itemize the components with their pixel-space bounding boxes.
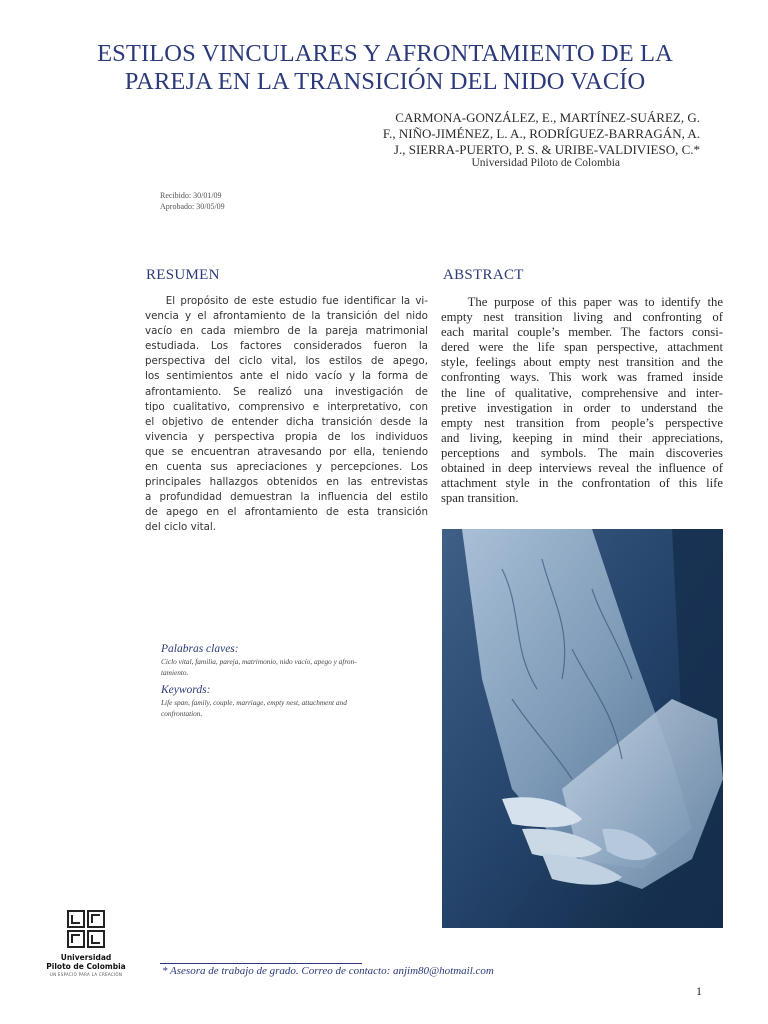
- resumen-line: perspectiva del ciclo vital, los estilos de apego,: [145, 355, 428, 368]
- keywords-en-label: Keywords:: [161, 684, 211, 696]
- authors-line-1: CARMONA-GONZÁLEZ, E., MARTÍNEZ-SUÁREZ, G.: [395, 110, 700, 125]
- abstract-line: dered were the life span perspective, attachment: [441, 340, 723, 355]
- abstract-line: the line of qualitative, comprehensive and inter-: [441, 385, 723, 400]
- resumen-line: tipo cualitativo, comprensivo e interpretativo, con: [145, 400, 428, 413]
- approved-date: Aprobado: 30/05/09: [160, 202, 225, 211]
- keywords-es-line-2: tamiento.: [161, 667, 189, 677]
- abstract-heading: ABSTRACT: [443, 267, 524, 283]
- abstract-line: each marital couple’s member. The factors consi-: [441, 325, 723, 340]
- logo-name-line-1: Universidad: [60, 953, 112, 962]
- abstract-line: obtained in deep interviews reveal the influence of: [441, 461, 723, 476]
- abstract-line: and living, keeping in mind their appreciations,: [441, 430, 723, 445]
- resumen-line: de apego en el afrontamiento de esta transición: [145, 506, 428, 519]
- abstract-line: span transition.: [441, 491, 519, 506]
- resumen-line: afrontamiento. Se realizó una investigación de: [145, 385, 428, 398]
- resumen-line: El propósito de este estudio fue identificar la vi-: [145, 295, 428, 307]
- submission-dates: [160, 190, 225, 212]
- resumen-line: los sentimientos ante el nido vacío y la forma de: [145, 370, 428, 383]
- resumen-line: vivencia y perspectiva propia de los individuos: [145, 430, 428, 443]
- keywords-es-text: [161, 657, 386, 678]
- resumen-text: [145, 294, 428, 536]
- abstract-line: empty nest transition from people’s perspective: [441, 415, 723, 430]
- keywords-en-line-1: Life span, family, couple, marriage, empty nest, attachment and: [161, 698, 347, 707]
- resumen-line: del ciclo vital.: [145, 521, 217, 534]
- logo-name-line-2: Piloto de Colombia: [46, 962, 126, 971]
- keywords-es-label: Palabras claves:: [161, 643, 239, 655]
- footnote-rule: [160, 963, 362, 964]
- footnote: * Asesora de trabajo de grado. Correo de contacto: anjim80@hotmail.com: [162, 965, 494, 977]
- abstract-line: pretive investigation in order to understand the: [441, 400, 723, 415]
- resumen-line: vencia y el afrontamiento de la transición del nido: [145, 310, 428, 323]
- title-line-2: PAREJA EN LA TRANSICIÓN DEL NIDO VACÍO: [124, 68, 646, 95]
- logo-name: [46, 953, 126, 971]
- abstract-line: confronting ways. This work was framed inside: [441, 370, 723, 385]
- resumen-line: que se encuentran atravesando por ella, teniendo: [145, 445, 428, 458]
- title-line-1: ESTILOS VINCULARES Y AFRONTAMIENTO DE LA: [97, 40, 673, 67]
- abstract-line: empty nest transition living and confronting of: [441, 310, 723, 325]
- keywords-es-line-1: Ciclo vital, familia, pareja, matrimonio, nido vacío, apego y afron-: [161, 657, 357, 666]
- page-number: 1: [696, 984, 702, 998]
- affiliation: Universidad Piloto de Colombia: [471, 157, 620, 169]
- authors: [360, 110, 700, 158]
- resumen-line: en cuenta sus apreciaciones y percepciones. Los: [145, 461, 428, 474]
- abstract-line: attachment style in the confrontation of this life: [441, 476, 723, 491]
- resumen-line: el objetivo de entender dicha transición desde la: [145, 415, 428, 428]
- abstract-text: [441, 295, 723, 506]
- resumen-line: estudiada. Los factores considerados fueron la: [145, 340, 428, 353]
- resumen-line: vacío en cada miembro de la pareja matrimonial: [145, 325, 428, 338]
- keywords-en-text: [161, 698, 386, 719]
- logo-mark-icon: [46, 908, 126, 952]
- abstract-line: The purpose of this paper was to identify the: [441, 295, 723, 309]
- abstract-line: perceptions and symbols. The main discoveries: [441, 445, 723, 460]
- abstract-line: style, feelings about empty nest transition and the: [441, 355, 723, 370]
- received-date: Recibido: 30/01/09: [160, 191, 222, 200]
- article-title: [60, 40, 710, 96]
- resumen-line: principales hallazgos obtenidos en las entrevistas: [145, 476, 428, 489]
- holding-hands-image: [442, 529, 723, 928]
- keywords-en-line-2: confrontation.: [161, 708, 203, 718]
- resumen-line: a profundidad demuestran la influencia del estilo: [145, 491, 428, 504]
- logo-tagline: UN ESPACIO PARA LA CREACIÓN: [49, 972, 123, 977]
- authors-line-2: F., NIÑO-JIMÉNEZ, L. A., RODRÍGUEZ-BARRAGÁN, A.: [382, 126, 700, 141]
- resumen-heading: RESUMEN: [146, 267, 220, 283]
- authors-line-3: J., SIERRA-PUERTO, P. S. & URIBE-VALDIVIESO, C.*: [393, 142, 700, 157]
- hands-photo: [442, 529, 723, 928]
